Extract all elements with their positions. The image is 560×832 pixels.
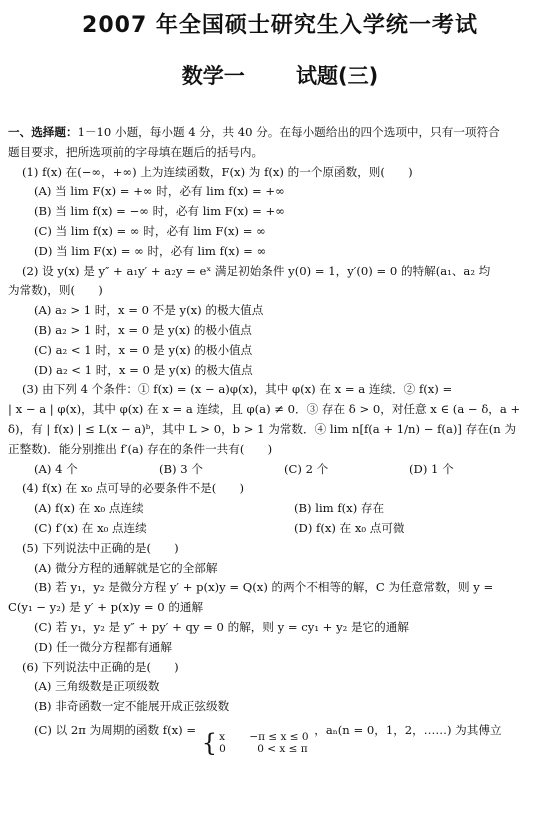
q1-option-b: (B) 当 lim f(x) = −∞ 时，必有 lim F(x) = +∞ xyxy=(34,204,285,219)
subject-label: 数学一 xyxy=(181,64,245,88)
q6-option-b: (B) 非奇函数一定不能展开成正弦级数 xyxy=(34,699,230,714)
q5-option-b-cont: C(y₁ − y₂) 是 y′ + p(x)y = 0 的通解 xyxy=(8,600,204,615)
q6-stem: (6) 下列说法中正确的是( ) xyxy=(22,659,179,674)
q2-option-c: (C) a₂ < 1 时，x = 0 是 y(x) 的极小值点 xyxy=(34,342,253,357)
q3-stem-line4: 正整数)．能分别推出 f′(a) 存在的条件一共有( ) xyxy=(8,441,273,456)
section-label: 一、选择题： xyxy=(8,125,78,139)
q4-option-d: (D) f(x) 在 x₀ 点可微 xyxy=(294,520,405,535)
q4-options-cd xyxy=(8,519,554,539)
piece-case-1: x −π ≤ x ≤ 0 xyxy=(219,730,309,743)
q3-option-c: (C) 2 个 xyxy=(284,461,329,476)
q4-options-ab xyxy=(8,499,554,519)
q5-stem: (5) 下列说法中正确的是( ) xyxy=(22,540,179,555)
question-body xyxy=(8,123,554,755)
q2-stem-cont: 为常数)，则( ) xyxy=(8,283,103,298)
q3-option-b: (B) 3 个 xyxy=(159,461,203,476)
q3-options xyxy=(8,460,554,480)
q5-option-a: (A) 微分方程的通解就是它的全部解 xyxy=(34,560,218,575)
q1-option-a: (A) 当 lim F(x) = +∞ 时，必有 lim f(x) = +∞ xyxy=(34,184,285,199)
q2-option-d: (D) a₂ < 1 时，x = 0 是 y(x) 的极大值点 xyxy=(34,362,253,377)
q6-option-a: (A) 三角级数是正项级数 xyxy=(34,679,160,694)
q3-stem-line3: δ)，有 | f(x) | ≤ L(x − a)ᵇ，其中 L > 0，b > 1 为常数．④ lim n[f(a + 1/n) − f(a)] 存在(n 为 xyxy=(8,421,517,436)
q2-option-a: (A) a₂ > 1 时，x = 0 不是 y(x) 的极大值点 xyxy=(34,303,264,318)
q1-option-d: (D) 当 lim F(x) = ∞ 时，必有 lim f(x) = ∞ xyxy=(34,243,267,258)
q5-option-b: (B) 若 y₁，y₂ 是微分方程 y′ + p(x)y = Q(x) 的两个不相等的解，C 为任意常数，则 y = xyxy=(34,580,494,595)
brace-symbol: { xyxy=(201,728,218,755)
exam-title: 2007 年全国硕士研究生入学统一考试 xyxy=(82,13,478,38)
q3-option-d: (D) 1 个 xyxy=(409,461,454,476)
exam-subtitle xyxy=(0,60,560,90)
q5-option-d: (D) 任一微分方程都有通解 xyxy=(34,639,172,654)
q3-option-a: (A) 4 个 xyxy=(34,461,78,476)
piece-case-2: 0 0 < x ≤ π xyxy=(219,742,308,755)
q3-stem-line2: | x − a | φ(x)，其中 φ(x) 在 x = a 连续，且 φ(a) ≠ 0．③ 存在 δ > 0，对任意 x ∈ (a − δ，a + xyxy=(8,402,521,417)
q2-option-b: (B) a₂ > 1 时，x = 0 是 y(x) 的极小值点 xyxy=(34,322,252,337)
section-instructions: 一、选择题：1－10 小题，每小题 4 分，共 40 分。在每小题给出的四个选项中，只有一项符合 xyxy=(8,125,500,139)
piecewise-function xyxy=(201,728,309,755)
q6-option-c: (C) 以 2π 为周期的函数 f(x) = { x −π ≤ x ≤ 0 0 0 < x ≤ π ，aₙ(n = 0，1，2，……) 为其傅立 xyxy=(34,722,502,755)
q1-stem: (1) f(x) 在(−∞，+∞) 上为连续函数，F(x) 为 f(x) 的一个原函数，则( ) xyxy=(22,164,413,179)
paper-label: 试题(三) xyxy=(296,64,379,88)
q3-stem: (3) 由下列 4 个条件：① f(x) = (x − a)φ(x)，其中 φ(x) 在 x = a 连续．② f(x) = xyxy=(22,382,453,397)
q4-option-c: (C) f′(x) 在 x₀ 点连续 xyxy=(34,520,147,535)
q2-stem: (2) 设 y(x) 是 y″ + a₁y′ + a₂y = eˣ 满足初始条件 y(0) = 1，y′(0) = 0 的特解(a₁、a₂ 均 xyxy=(22,263,491,278)
section-instructions-cont: 题目要求，把所选项前的字母填在题后的括号内。 xyxy=(8,144,264,159)
q4-option-a: (A) f(x) 在 x₀ 点连续 xyxy=(34,501,144,516)
q1-option-c: (C) 当 lim f(x) = ∞ 时，必有 lim F(x) = ∞ xyxy=(34,223,266,238)
q4-option-b: (B) lim f(x) 存在 xyxy=(294,501,385,516)
q4-stem: (4) f(x) 在 x₀ 点可导的必要条件不是( ) xyxy=(22,481,244,496)
q5-option-c: (C) 若 y₁，y₂ 是 y″ + py′ + qy = 0 的解，则 y = cy₁ + y₂ 是它的通解 xyxy=(34,619,409,634)
